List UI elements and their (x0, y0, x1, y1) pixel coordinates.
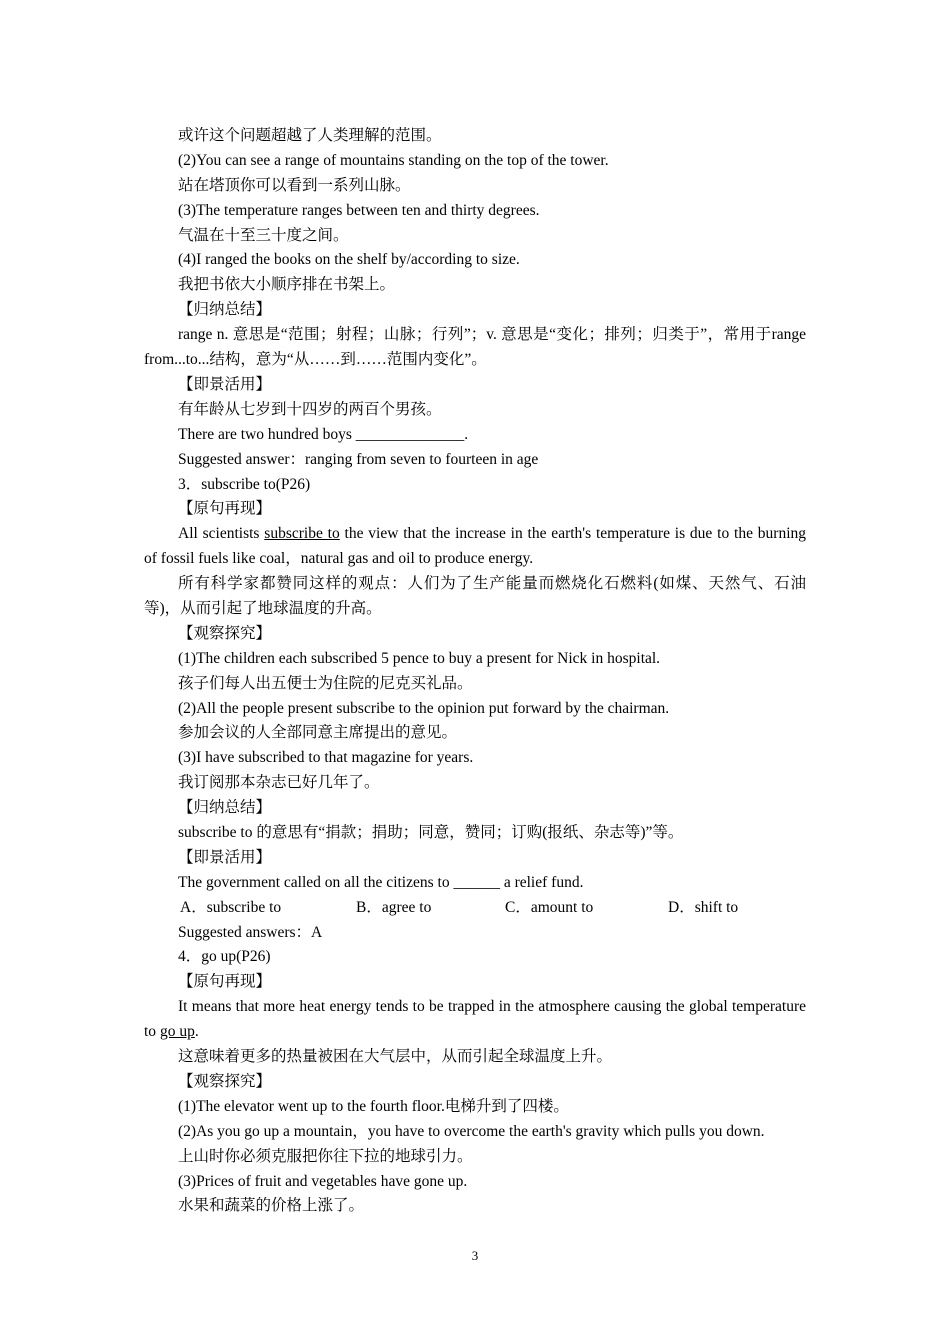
text-line: 水果和蔬菜的价格上涨了。 (178, 1197, 365, 1215)
text-line: (4)I ranged the books on the shelf by/according to size. (178, 251, 520, 269)
item-heading: 4．go up(P26) (178, 948, 271, 966)
section-heading: 【归纳总结】 (178, 799, 272, 817)
document-body (144, 124, 806, 1219)
page-number: 3 (471, 1248, 479, 1263)
summary-paragraph: range n. 意思是“范围；射程；山脉；行列”；v. 意思是“变化；排列；归类于”，常用于range from...to...结构，意为“从……到……范围内变化”。 (144, 326, 806, 369)
section-heading: 【原句再现】 (178, 973, 272, 991)
exercise-line: There are two hundred boys ______________. (178, 425, 469, 443)
text-line: 参加会议的人全部同意主席提出的意见。 (178, 724, 458, 742)
sentence-part: It means that more heat energy tends to be trapped in the atmosphere causing the global temperature to (144, 998, 806, 1041)
text-line: 上山时你必须克服把你往下拉的地球引力。 (178, 1147, 473, 1165)
sentence-part: the view that the increase in the earth's temperature is due to the burning of fossil fuels like coal，natural gas and oil to produce energy. (144, 525, 806, 568)
text-line: 我订阅那本杂志已好几年了。 (178, 774, 380, 792)
section-heading: 【观察探究】 (178, 624, 272, 642)
sentence-part: . (194, 1023, 199, 1041)
text-line: (1)The elevator went up to the fourth floor.电梯升到了四楼。 (178, 1097, 569, 1115)
text-line: (3)I have subscribed to that magazine for years. (178, 749, 474, 767)
text-line: (2)As you go up a mountain，you have to overcome the earth's gravity which pulls you down. (178, 1122, 765, 1140)
text-line: 气温在十至三十度之间。 (178, 226, 349, 244)
answer-line: Suggested answers：A (178, 923, 323, 941)
text-line: (2)All the people present subscribe to the opinion put forward by the chairman. (178, 699, 670, 717)
option-a: A．subscribe to (180, 898, 282, 916)
item-heading: 3．subscribe to(P26) (178, 475, 311, 493)
option-b: B．agree to (356, 898, 432, 916)
section-heading: 【即景活用】 (178, 848, 272, 866)
option-d: D．shift to (668, 898, 739, 916)
answer-options (144, 896, 806, 921)
sentence-part: All scientists (178, 525, 265, 543)
text-line: subscribe to 的意思有“捐款；捐助；同意，赞同；订购(报纸、杂志等)”等。 (178, 824, 684, 842)
text-line: 或许这个问题超越了人类理解的范围。 (178, 127, 442, 144)
text-line: 我把书依大小顺序排在书架上。 (178, 276, 396, 294)
original-sentence (144, 995, 806, 1045)
text-line: (3)Prices of fruit and vegetables have gone up. (178, 1172, 468, 1190)
underlined-phrase: go up (159, 1023, 195, 1041)
text-line: 这意味着更多的热量被困在大气层中，从而引起全球温度上升。 (178, 1048, 613, 1066)
section-heading: 【即景活用】 (178, 375, 272, 393)
exercise-line: The government called on all the citizens to ______ a relief fund. (178, 873, 584, 891)
original-sentence (144, 522, 806, 572)
text-line: (2)You can see a range of mountains standing on the top of the tower. (178, 151, 609, 169)
translation-paragraph: 所有科学家都赞同这样的观点：人们为了生产能量而燃烧化石燃料(如煤、天然气、石油等)，从而引起了地球温度的升高。 (144, 575, 806, 617)
option-c: C．amount to (505, 898, 594, 916)
section-heading: 【原句再现】 (178, 500, 272, 518)
text-line: 孩子们每人出五便士为住院的尼克买礼品。 (178, 674, 473, 692)
answer-line: Suggested answer：ranging from seven to fourteen in age (178, 450, 539, 468)
section-heading: 【观察探究】 (178, 1072, 272, 1090)
section-heading: 【归纳总结】 (178, 301, 272, 319)
text-line: (3)The temperature ranges between ten and thirty degrees. (178, 201, 540, 219)
text-line: 有年龄从七岁到十四岁的两百个男孩。 (178, 400, 442, 418)
text-line: (1)The children each subscribed 5 pence to buy a present for Nick in hospital. (178, 649, 661, 667)
text-line: 站在塔顶你可以看到一系列山脉。 (178, 176, 411, 194)
underlined-phrase: subscribe to (264, 525, 340, 543)
